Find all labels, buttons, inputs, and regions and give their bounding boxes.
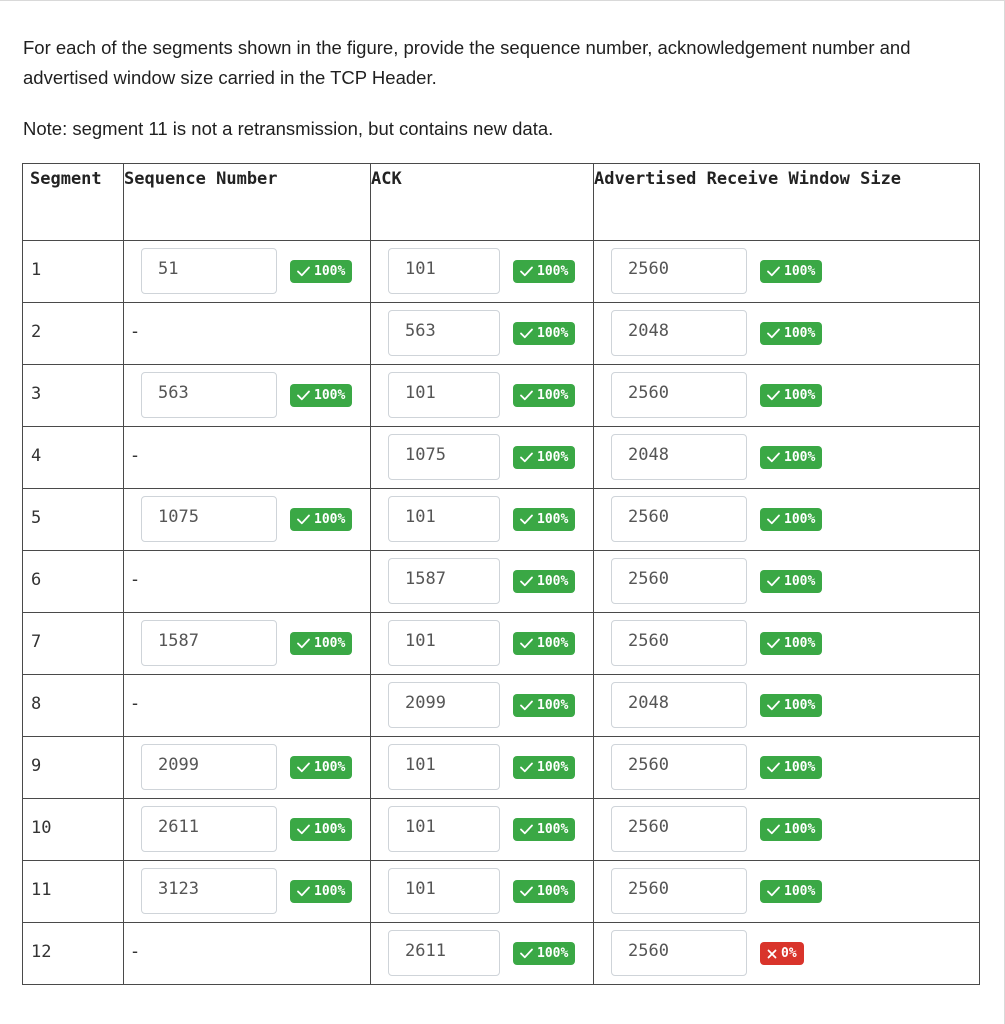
check-icon	[767, 328, 780, 339]
check-icon	[520, 514, 533, 525]
window-size-answer-field[interactable]: 2560	[611, 372, 747, 418]
ack-number-cell	[371, 799, 594, 861]
grade-label: 100%	[537, 698, 569, 713]
check-icon	[520, 700, 533, 711]
correct-badge	[513, 446, 575, 469]
question-note: Note: segment 11 is not a retransmission, but contains new data.	[23, 118, 554, 139]
grade-label: 100%	[314, 636, 346, 651]
ack-number-cell	[371, 489, 594, 551]
table-header-row	[23, 164, 980, 241]
segment-number: 6	[31, 570, 42, 590]
check-icon	[297, 762, 310, 773]
check-icon	[767, 762, 780, 773]
window-size-cell	[594, 427, 980, 489]
ack-number-cell	[371, 675, 594, 737]
segment-number: 9	[31, 756, 42, 776]
check-icon	[520, 452, 533, 463]
correct-badge	[513, 632, 575, 655]
ack-number-cell	[371, 923, 594, 985]
segment-number: 8	[31, 694, 42, 714]
window-size-cell	[594, 489, 980, 551]
window-size-cell	[594, 675, 980, 737]
correct-badge	[760, 818, 822, 841]
table-row	[23, 551, 980, 613]
sequence-number-cell	[124, 427, 371, 489]
table-row	[23, 861, 980, 923]
ack-number-answer-field[interactable]: 1587	[388, 558, 500, 604]
segment-cell	[23, 737, 124, 799]
segment-cell	[23, 365, 124, 427]
table-row	[23, 737, 980, 799]
window-size-cell	[594, 365, 980, 427]
sequence-number-answer-field[interactable]: 2099	[141, 744, 277, 790]
grade-label: 100%	[784, 326, 816, 341]
correct-badge	[513, 322, 575, 345]
ack-number-answer-field[interactable]: 101	[388, 620, 500, 666]
table-row	[23, 427, 980, 489]
window-size-answer-field[interactable]: 2560	[611, 620, 747, 666]
check-icon	[297, 266, 310, 277]
window-size-answer-field[interactable]: 2560	[611, 496, 747, 542]
ack-number-answer-field[interactable]: 2611	[388, 930, 500, 976]
correct-badge	[513, 260, 575, 283]
grade-label: 100%	[537, 884, 569, 899]
correct-badge	[760, 508, 822, 531]
empty-dash: -	[132, 693, 138, 713]
segment-cell	[23, 923, 124, 985]
segment-cell	[23, 799, 124, 861]
ack-number-answer-field[interactable]: 101	[388, 372, 500, 418]
table-row	[23, 489, 980, 551]
correct-badge	[513, 570, 575, 593]
correct-badge	[760, 260, 822, 283]
correct-badge	[290, 880, 352, 903]
correct-badge	[290, 632, 352, 655]
ack-number-answer-field[interactable]: 101	[388, 248, 500, 294]
check-icon	[767, 700, 780, 711]
check-icon	[520, 390, 533, 401]
window-size-answer-field[interactable]: 2560	[611, 930, 747, 976]
segment-cell	[23, 675, 124, 737]
header-sequence-number: Sequence Number	[124, 164, 371, 241]
ack-number-answer-field[interactable]: 2099	[388, 682, 500, 728]
incorrect-badge	[760, 942, 804, 965]
cross-icon	[767, 949, 777, 959]
segment-number: 3	[31, 384, 42, 404]
check-icon	[767, 638, 780, 649]
correct-badge	[290, 260, 352, 283]
grade-label: 100%	[784, 512, 816, 527]
grade-label: 100%	[314, 760, 346, 775]
segment-number: 10	[31, 818, 52, 838]
ack-number-answer-field[interactable]: 101	[388, 806, 500, 852]
grade-label: 100%	[537, 264, 569, 279]
window-size-answer-field[interactable]: 2560	[611, 868, 747, 914]
grade-label: 100%	[784, 636, 816, 651]
correct-badge	[760, 632, 822, 655]
grade-label: 100%	[537, 636, 569, 651]
header-segment: Segment	[23, 164, 124, 241]
segment-cell	[23, 489, 124, 551]
window-size-cell	[594, 861, 980, 923]
segment-cell	[23, 303, 124, 365]
grade-label: 100%	[537, 326, 569, 341]
check-icon	[520, 948, 533, 959]
sequence-number-answer-field[interactable]: 1075	[141, 496, 277, 542]
check-icon	[520, 266, 533, 277]
grade-label: 100%	[537, 512, 569, 527]
grade-label: 100%	[314, 388, 346, 403]
correct-badge	[513, 880, 575, 903]
correct-badge	[760, 756, 822, 779]
ack-number-cell	[371, 861, 594, 923]
table-row	[23, 613, 980, 675]
grade-label: 100%	[537, 574, 569, 589]
question-text: For each of the segments shown in the figure, provide the sequence number, acknowledgement number and advertised window size carried in the TCP Header.	[23, 37, 911, 88]
grade-label: 100%	[784, 822, 816, 837]
ack-number-answer-field[interactable]: 101	[388, 868, 500, 914]
segment-cell	[23, 427, 124, 489]
window-size-cell	[594, 799, 980, 861]
grade-label: 100%	[784, 760, 816, 775]
check-icon	[297, 514, 310, 525]
sequence-number-cell	[124, 241, 371, 303]
ack-number-answer-field[interactable]: 1075	[388, 434, 500, 480]
table-row	[23, 799, 980, 861]
correct-badge	[513, 942, 575, 965]
check-icon	[767, 824, 780, 835]
ack-number-cell	[371, 365, 594, 427]
correct-badge	[513, 508, 575, 531]
header-ack: ACK	[371, 164, 594, 241]
correct-badge	[513, 384, 575, 407]
ack-number-cell	[371, 427, 594, 489]
window-size-answer-field[interactable]: 2560	[611, 806, 747, 852]
grade-label: 100%	[784, 574, 816, 589]
sequence-number-answer-field[interactable]: 1587	[141, 620, 277, 666]
table-row	[23, 241, 980, 303]
empty-dash: -	[132, 445, 138, 465]
check-icon	[767, 514, 780, 525]
segment-number: 5	[31, 508, 42, 528]
table-body	[23, 241, 980, 985]
sequence-number-cell	[124, 303, 371, 365]
window-size-answer-field[interactable]: 2560	[611, 558, 747, 604]
header-advertised-window: Advertised Receive Window Size	[594, 164, 980, 241]
empty-dash: -	[132, 941, 138, 961]
grade-label: 100%	[314, 822, 346, 837]
grade-label: 100%	[314, 884, 346, 899]
sequence-number-cell	[124, 365, 371, 427]
correct-badge	[513, 756, 575, 779]
check-icon	[520, 576, 533, 587]
check-icon	[297, 824, 310, 835]
grade-label: 100%	[537, 760, 569, 775]
sequence-number-answer-field[interactable]: 563	[141, 372, 277, 418]
correct-badge	[290, 384, 352, 407]
grade-label: 100%	[537, 450, 569, 465]
check-icon	[520, 886, 533, 897]
ack-number-answer-field[interactable]: 101	[388, 744, 500, 790]
segment-number: 2	[31, 322, 42, 342]
grade-label: 100%	[784, 264, 816, 279]
grade-label: 100%	[537, 822, 569, 837]
check-icon	[297, 390, 310, 401]
window-size-cell	[594, 737, 980, 799]
grade-label: 0%	[781, 946, 797, 961]
check-icon	[767, 266, 780, 277]
correct-badge	[760, 322, 822, 345]
correct-badge	[290, 756, 352, 779]
segment-number: 11	[31, 880, 52, 900]
window-size-cell	[594, 551, 980, 613]
correct-badge	[290, 818, 352, 841]
grade-label: 100%	[784, 388, 816, 403]
grade-label: 100%	[537, 388, 569, 403]
segment-cell	[23, 551, 124, 613]
sequence-number-cell	[124, 861, 371, 923]
grade-label: 100%	[784, 698, 816, 713]
sequence-number-answer-field[interactable]: 51	[141, 248, 277, 294]
correct-badge	[760, 694, 822, 717]
correct-badge	[760, 384, 822, 407]
window-size-cell	[594, 241, 980, 303]
sequence-number-answer-field[interactable]: 3123	[141, 868, 277, 914]
correct-badge	[513, 694, 575, 717]
grade-label: 100%	[537, 946, 569, 961]
correct-badge	[513, 818, 575, 841]
correct-badge	[290, 508, 352, 531]
empty-dash: -	[132, 321, 138, 341]
tcp-header-table	[22, 163, 980, 985]
window-size-cell	[594, 613, 980, 675]
ack-number-answer-field[interactable]: 101	[388, 496, 500, 542]
ack-number-cell	[371, 551, 594, 613]
window-size-cell	[594, 923, 980, 985]
check-icon	[520, 762, 533, 773]
ack-number-cell	[371, 737, 594, 799]
check-icon	[767, 390, 780, 401]
segment-number: 12	[31, 942, 52, 962]
segment-number: 7	[31, 632, 42, 652]
ack-number-cell	[371, 303, 594, 365]
segment-cell	[23, 861, 124, 923]
window-size-answer-field[interactable]: 2048	[611, 434, 747, 480]
sequence-number-cell	[124, 737, 371, 799]
segment-number: 1	[31, 260, 42, 280]
sequence-number-cell	[124, 799, 371, 861]
check-icon	[767, 886, 780, 897]
check-icon	[520, 638, 533, 649]
window-size-answer-field[interactable]: 2560	[611, 248, 747, 294]
window-size-answer-field[interactable]: 2048	[611, 682, 747, 728]
correct-badge	[760, 570, 822, 593]
window-size-answer-field[interactable]: 2048	[611, 310, 747, 356]
grade-label: 100%	[314, 512, 346, 527]
table-row	[23, 303, 980, 365]
segment-cell	[23, 613, 124, 675]
window-size-answer-field[interactable]: 2560	[611, 744, 747, 790]
sequence-number-cell	[124, 923, 371, 985]
check-icon	[767, 452, 780, 463]
correct-badge	[760, 446, 822, 469]
window-size-cell	[594, 303, 980, 365]
grade-label: 100%	[314, 264, 346, 279]
check-icon	[520, 328, 533, 339]
segment-cell	[23, 241, 124, 303]
check-icon	[767, 576, 780, 587]
grade-label: 100%	[784, 884, 816, 899]
table-row	[23, 675, 980, 737]
table-row	[23, 923, 980, 985]
ack-number-cell	[371, 241, 594, 303]
sequence-number-cell	[124, 613, 371, 675]
sequence-number-answer-field[interactable]: 2611	[141, 806, 277, 852]
ack-number-answer-field[interactable]: 563	[388, 310, 500, 356]
empty-dash: -	[132, 569, 138, 589]
check-icon	[297, 886, 310, 897]
segment-number: 4	[31, 446, 42, 466]
grade-label: 100%	[784, 450, 816, 465]
check-icon	[297, 638, 310, 649]
sequence-number-cell	[124, 551, 371, 613]
sequence-number-cell	[124, 489, 371, 551]
table-row	[23, 365, 980, 427]
check-icon	[520, 824, 533, 835]
sequence-number-cell	[124, 675, 371, 737]
correct-badge	[760, 880, 822, 903]
ack-number-cell	[371, 613, 594, 675]
